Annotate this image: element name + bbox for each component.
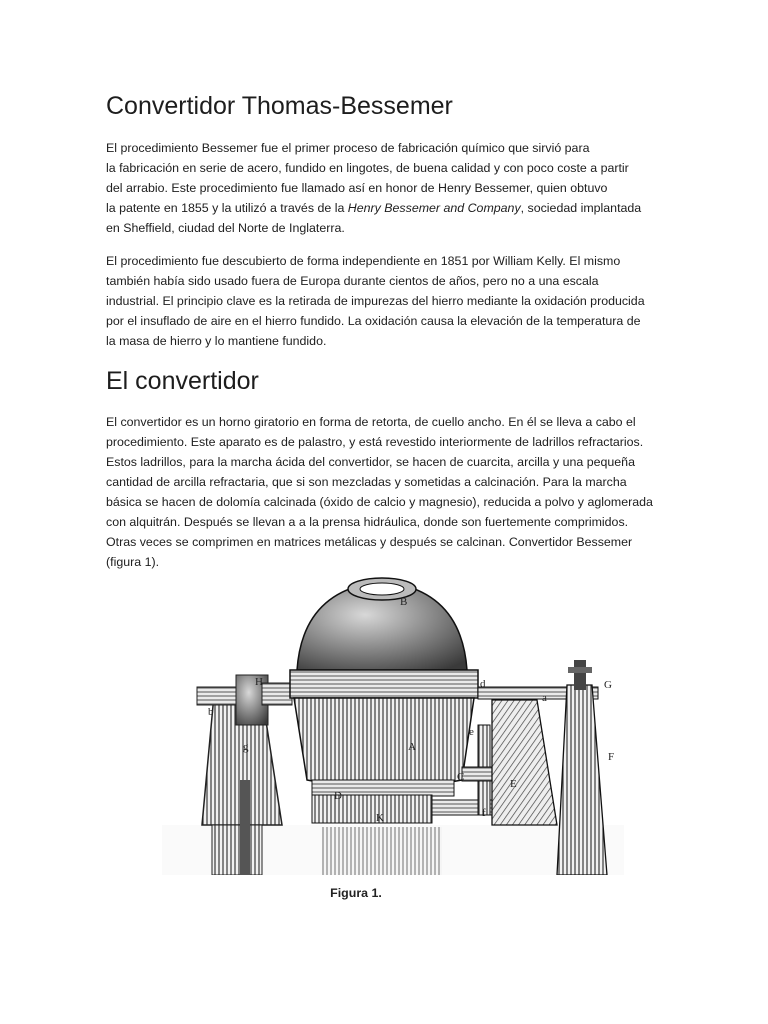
- text-line: El procedimiento Bessemer fue el primer proceso de fabricación químico que sirvió para: [106, 141, 590, 155]
- figure-caption: Figura 1.: [330, 886, 382, 900]
- text-line: (figura 1).: [106, 555, 160, 569]
- converter-vessel: [290, 578, 478, 796]
- label-H: H: [255, 676, 263, 688]
- paragraph-converter: [106, 412, 666, 572]
- text-line: con alquitrán. Después se llevan a a la prensa hidráulica, donde son fuertemente comprimidos.: [106, 515, 629, 529]
- text-line: procedimiento. Este aparato es de palastro, y está revestido interiormente de ladrillos refractarios.: [106, 435, 644, 449]
- text-line: El procedimiento fue descubierto de forma independiente en 1851 por William Kelly. El mismo: [106, 254, 621, 268]
- bessemer-converter-illustration: [162, 575, 624, 875]
- text-line: la fabricación en serie de acero, fundido en lingotes, de buena calidad y con poco coste a partir: [106, 161, 629, 175]
- company-name: Henry Bessemer and Company: [347, 201, 521, 215]
- text-line: la masa de hierro y lo mantiene fundido.: [106, 334, 327, 348]
- text-line: El convertidor es un horno giratorio en forma de retorta, de cuello ancho. En él se lleva a cabo el: [106, 415, 636, 429]
- label-A: A: [408, 741, 416, 753]
- label-B: B: [400, 596, 408, 608]
- label-a: a: [542, 692, 547, 704]
- text-segment: la patente en 1855 y la utilizó a través de la: [106, 201, 348, 215]
- label-D: D: [334, 790, 342, 802]
- text-line: industrial. El principio clave es la retirada de impurezas del hierro mediante la oxidación producida: [106, 294, 645, 308]
- paragraph-intro: [106, 138, 666, 238]
- text-line: del arrabio. Este procedimiento fue llamado así en honor de Henry Bessemer, quien obtuvo: [106, 181, 608, 195]
- label-E: E: [510, 778, 517, 790]
- label-C: C: [457, 771, 465, 783]
- text-line: en Sheffield, ciudad del Norte de Inglaterra.: [106, 221, 345, 235]
- paragraph-history: [106, 251, 666, 351]
- text-line: cantidad de arcilla refractaria, que si son mezcladas y sometidas a calcinación. Para la marcha: [106, 475, 627, 489]
- section-heading: El convertidor: [106, 367, 259, 395]
- text-line: básica se hacen de dolomía calcinada (óxido de calcio y magnesio), reducida a polvo y aglomerada: [106, 495, 653, 509]
- foundation-column: [322, 827, 442, 875]
- text-line: Estos ladrillos, para la marcha ácida del convertidor, se hacen de cuarcita, arcilla y una pequeña: [106, 455, 635, 469]
- label-f: f: [482, 807, 486, 819]
- label-F: F: [608, 751, 615, 763]
- text-line: [106, 198, 666, 218]
- label-G: G: [604, 679, 612, 691]
- label-b: b: [208, 706, 214, 718]
- label-K: K: [376, 812, 384, 824]
- page-title: Convertidor Thomas-Bessemer: [106, 92, 453, 120]
- label-e: e: [469, 726, 474, 738]
- label-d: d: [480, 678, 486, 690]
- trunnion-left: [262, 683, 292, 705]
- text-line: también había sido usado fuera de Europa durante cientos de años, pero no a una escala: [106, 274, 599, 288]
- text-line: por el insuflado de aire en el hierro fundido. La oxidación causa la elevación de la temperatura de: [106, 314, 641, 328]
- text-segment: , sociedad implantada: [520, 201, 642, 215]
- label-g: g: [243, 741, 249, 753]
- text-line: Otras veces se comprimen en matrices metálicas y después se calcinan. Convertidor Bessemer: [106, 535, 633, 549]
- right-support-stand: [492, 700, 557, 825]
